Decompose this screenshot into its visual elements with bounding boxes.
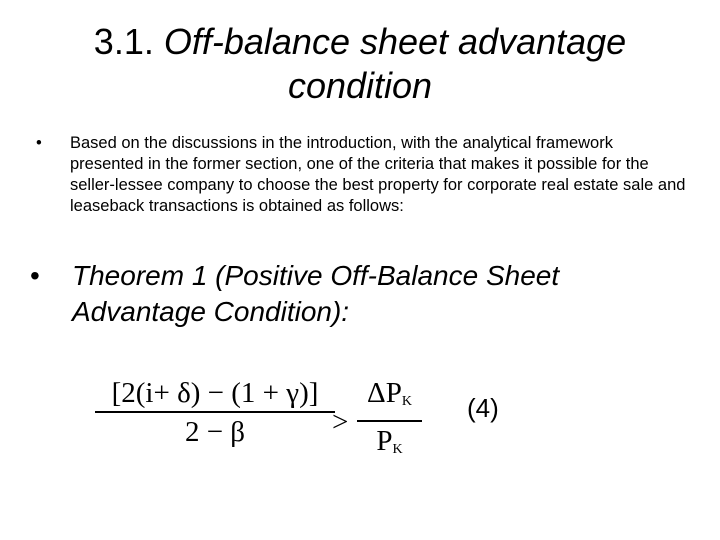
slide-title [40, 20, 680, 108]
right-fraction [357, 375, 422, 469]
right-numerator-main: ΔP [367, 377, 402, 409]
left-numerator: [2(i+ δ) − (1 + γ)] [111, 377, 319, 409]
bullet-marker: • [30, 260, 40, 291]
greater-than-sign: > [332, 406, 349, 438]
bullet-marker: • [36, 134, 42, 152]
right-denominator-sub: K [392, 441, 403, 457]
right-denominator [357, 422, 422, 469]
bullet-intro [36, 133, 686, 217]
bullet-intro-text: Based on the discussions in the introduction, with the analytical framework presented in the former section, one of the criteria that makes it possible for the seller-lessee company to choose the best property for corporate real estate sale and leaseback transactions is obtained as follows: [70, 134, 686, 215]
right-numerator-sub: K [401, 394, 412, 409]
right-denominator-main: P [376, 424, 393, 457]
equation-number: (4) [467, 393, 499, 423]
bullet-theorem [30, 258, 680, 330]
title-text: Off-balance sheet advantage condition [163, 21, 627, 106]
left-fraction [95, 375, 335, 451]
title-number: 3.1. [93, 21, 154, 62]
left-denominator: 2 − β [184, 415, 246, 448]
right-numerator [357, 375, 422, 420]
theorem-heading: Theorem 1 (Positive Off-Balance Sheet Advantage Condition): [72, 260, 560, 327]
